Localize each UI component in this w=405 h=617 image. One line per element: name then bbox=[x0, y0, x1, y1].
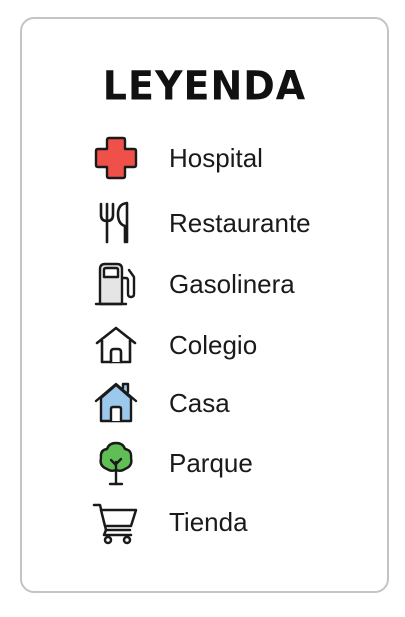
legend-label-gasolinera: Gasolinera bbox=[169, 268, 295, 299]
legend-title: LEYENDA bbox=[102, 62, 307, 110]
legend-label-parque: Parque bbox=[169, 447, 253, 478]
legend-item-hospital bbox=[90, 135, 263, 181]
legend-item-colegio bbox=[90, 322, 257, 368]
legend-item-parque bbox=[90, 440, 253, 486]
legend-card bbox=[20, 17, 389, 593]
legend-list bbox=[22, 19, 387, 591]
house-icon bbox=[90, 380, 142, 426]
legend-label-casa: Casa bbox=[169, 387, 230, 418]
medical-cross-icon bbox=[90, 135, 142, 181]
legend-label-tienda: Tienda bbox=[169, 506, 248, 537]
legend-label-hospital: Hospital bbox=[169, 142, 263, 173]
legend-item-tienda bbox=[90, 499, 248, 545]
fuel-pump-icon bbox=[90, 261, 142, 307]
legend-label-restaurante: Restaurante bbox=[169, 207, 311, 238]
shopping-cart-icon bbox=[90, 499, 142, 545]
fork-knife-icon bbox=[90, 200, 142, 246]
tree-icon bbox=[90, 440, 142, 486]
legend-label-colegio: Colegio bbox=[169, 329, 258, 360]
legend-item-gasolinera bbox=[90, 261, 295, 307]
legend-item-restaurante bbox=[90, 200, 311, 246]
legend-item-casa bbox=[90, 380, 230, 426]
school-house-icon bbox=[90, 322, 142, 368]
